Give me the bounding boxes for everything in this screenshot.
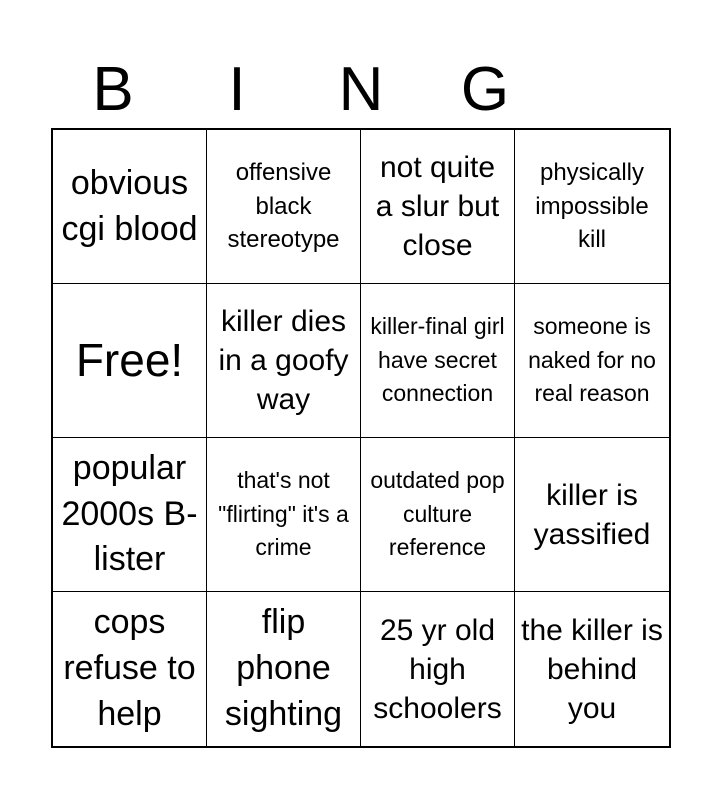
bingo-cell[interactable] (53, 130, 207, 284)
bingo-cell[interactable] (515, 592, 669, 746)
bingo-cell[interactable] (207, 284, 361, 438)
bingo-cell[interactable] (515, 438, 669, 592)
header-letter-b: B (92, 55, 134, 124)
cell-text: killer-final girl have secret connection (370, 313, 505, 407)
bingo-cell[interactable] (207, 438, 361, 592)
header-letter-g: G (460, 55, 510, 124)
cell-text: physically impossible kill (535, 159, 649, 254)
header-letter-n: N (338, 55, 384, 124)
cell-text: that's not "flirting" it's a crime (218, 467, 349, 561)
cell-text: the killer is behind you (521, 613, 663, 725)
cell-text: popular 2000s B-lister (61, 448, 198, 579)
cell-text: offensive black stereotype (227, 159, 340, 254)
bingo-cell[interactable] (361, 592, 515, 746)
bingo-cell[interactable] (361, 438, 515, 592)
cell-text: flip phone sighting (224, 603, 343, 733)
bingo-board (51, 128, 671, 748)
bingo-cell[interactable] (53, 592, 207, 746)
bingo-cell[interactable] (207, 130, 361, 284)
cell-text: killer is yassified (533, 478, 651, 551)
bingo-cell[interactable] (515, 284, 669, 438)
cell-text: 25 yr old high schoolers (373, 613, 502, 725)
cell-text: outdated pop culture reference (370, 467, 505, 561)
bingo-cell[interactable] (515, 130, 669, 284)
header-letter-i: I (228, 55, 246, 124)
bingo-cell-free[interactable] (53, 284, 207, 438)
bingo-cell[interactable] (361, 130, 515, 284)
cell-text: someone is naked for no real reason (528, 313, 656, 407)
cell-text: not quite a slur but close (375, 151, 500, 262)
cell-text: obvious cgi blood (61, 163, 198, 248)
bingo-cell[interactable] (207, 592, 361, 746)
free-space-text: Free! (75, 334, 184, 387)
bingo-header (51, 52, 671, 128)
bingo-cell[interactable] (361, 284, 515, 438)
cell-text: killer dies in a goofy way (218, 305, 349, 416)
bingo-cell[interactable] (53, 438, 207, 592)
cell-text: cops refuse to help (63, 603, 196, 733)
